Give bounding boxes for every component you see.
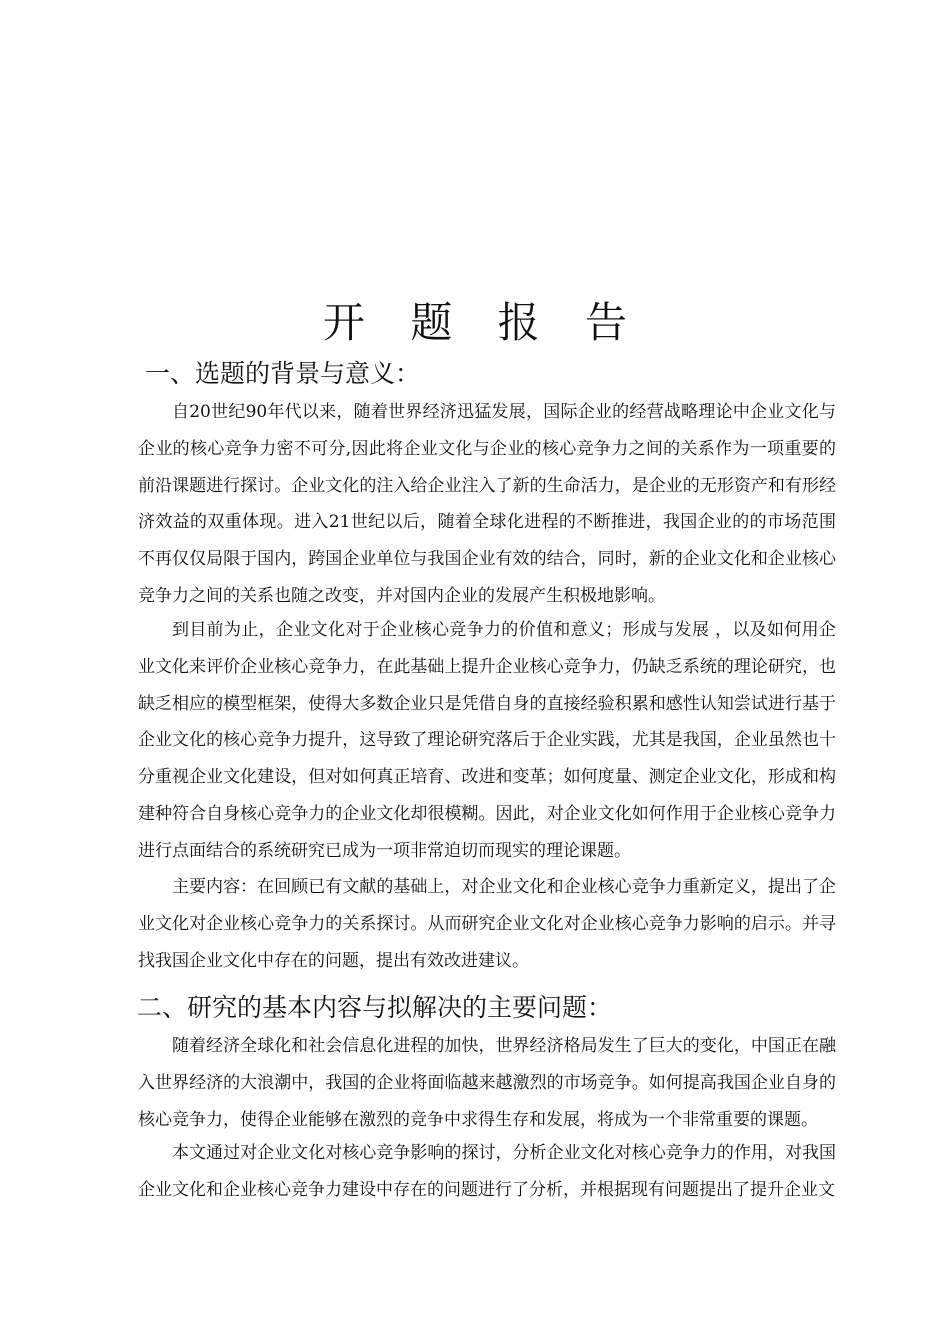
paragraph: 自20世纪90年代以来，随着世界经济迅猛发展，国际企业的经营战略理论中企业文化与企业的核心竞争力密不可分,因此将企业文化与企业的核心竞争力之间的关系作为一项重要的前沿课题进行探讨。企业文化的注入给企业注入了新的生命活力，是企业的无形资产和有形经济效益的双重体现。进入21世纪以后，随着全球化进程的不断推进，我国企业的的市场范围不再仅仅局限于国内，跨国企业单位与我国企业有效的结合，同时，新的企业文化和企业核心竞争力之间的关系也随之改变，并对国内企业的发展产生积极地影响。 [138,402,836,606]
section-heading-content: 二、研究的基本内容与拟解决的主要问题： [137,993,613,1022]
paragraph: 主要内容：在回顾已有文献的基础上，对企业文化和企业核心竞争力重新定义，提出了企业文化对企业核心竞争力的关系探讨。从而研究企业文化对企业核心竞争力影响的启示。并寻找我国企业文化中存在的问题，提出有效改进建议。 [138,877,836,971]
paragraph: 本文通过对企业文化对核心竞争影响的探讨，分析企业文化对核心竞争力的作用，对我国企业文化和企业核心竞争力建设中存在的问题进行了分析，并根据现有问题提出了提升企业文 [138,1143,836,1200]
paragraph: 到目前为止，企业文化对于企业核心竞争力的价值和意义；形成与发展 ，以及如何用企业文化来评价企业核心竞争力，在此基础上提升企业核心竞争力，仍缺乏系统的理论研究，也缺乏相应的模型框架，使得大多数企业只是凭借自身的直接经验积累和感性认知尝试进行基于企业文化的核心竞争力提升，这导致了理论研究落后于企业实践，尤其是我国，企业虽然也十分重视企业文化建设，但对如何真正培育、改进和变革；如何度量、测定企业文化，形成和构建种符合自身核心竞争力的企业文化却很模糊。因此，对企业文化如何作用于企业核心竞争力进行点面结合的系统研究已成为一项非常迫切而现实的理论课题。 [138,620,836,861]
paragraph: 随着经济全球化和社会信息化进程的加快，世界经济格局发生了巨大的变化，中国正在融入世界经济的大浪潮中，我国的企业将面临越来越激烈的市场竞争。如何提高我国企业自身的核心竞争力，使得企业能够在激烈的竞争中求得生存和发展，将成为一个非常重要的课题。 [138,1036,836,1130]
report-title: 开 题 报 告 [322,298,644,347]
section-heading-background: 一、选题的背景与意义： [145,359,421,388]
